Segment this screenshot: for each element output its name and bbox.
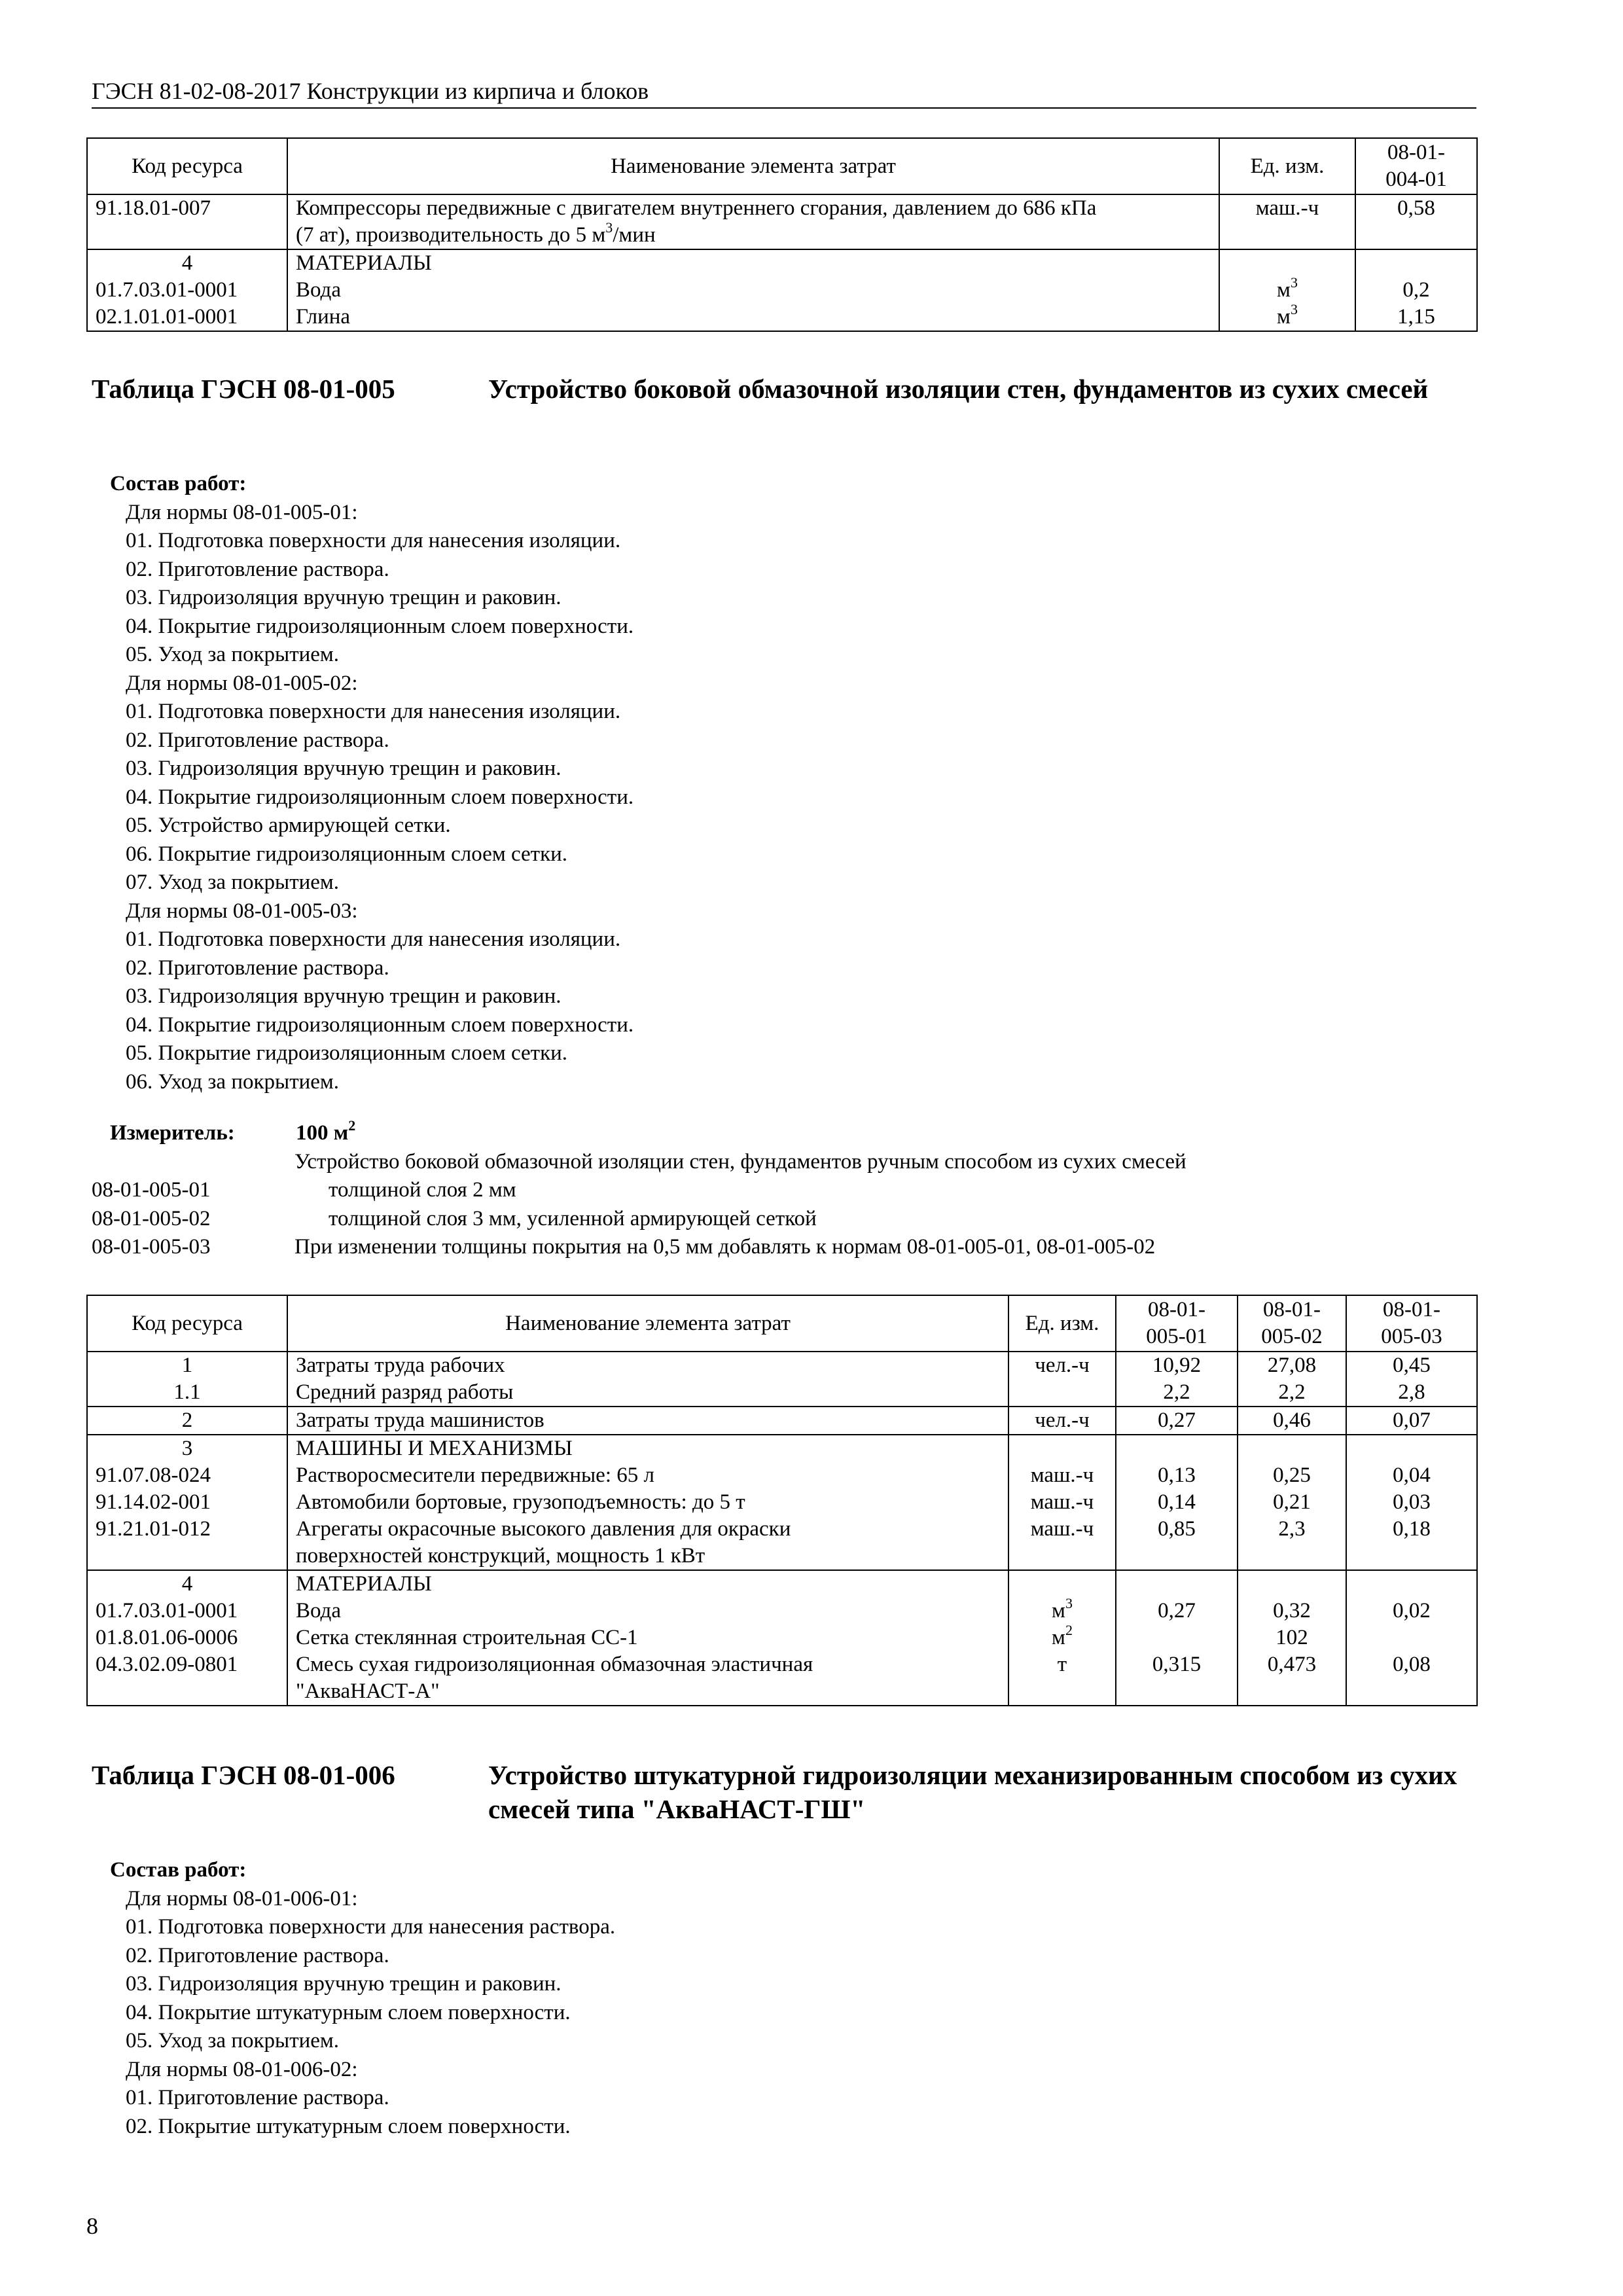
work-item: 04. Покрытие штукатурным слоем поверхности. [126, 2000, 571, 2024]
work-item: 04. Покрытие гидроизоляционным слоем поверхности. [126, 1013, 634, 1037]
table-row: 1.1 Средний разряд работы 2,2 2,2 2,8 [87, 1379, 1477, 1407]
work-item: 05. Устройство армирующей сетки. [126, 814, 451, 837]
work-item: 02. Приготовление раствора. [126, 956, 389, 980]
work-item: Для нормы 08-01-005-03: [126, 899, 358, 923]
table-label: Таблица ГЭСН 08-01-006 [92, 1760, 395, 1790]
table-row: 3 МАШИНЫ И МЕХАНИЗМЫ [87, 1435, 1477, 1462]
table-row: 02.1.01.01-0001 Глина $м^3$ 1,15 [87, 304, 1477, 331]
section-heading-006 [92, 1758, 1544, 1830]
work-item: Для нормы 08-01-005-02: [126, 671, 358, 695]
table-title: Устройство штукатурной гидроизоляции механизированным способом из сухих смесей типа "АкваНАСТ-ГШ" [488, 1760, 1457, 1824]
measure-value: 100 $м^2$ [296, 1117, 356, 1145]
table-row: 4 МАТЕРИАЛЫ [87, 1570, 1477, 1598]
table-row: 1 Затраты труда рабочих чел.-ч 10,92 27,08 0,45 [87, 1352, 1477, 1379]
measure-block-005 [92, 1119, 1466, 1262]
works-composition-005 [110, 470, 633, 1096]
col-code-header: Код ресурса [87, 138, 287, 194]
col-unit-header: Ед. изм. [1219, 138, 1355, 194]
table-row: 01.8.01.06-0006 Сетка стеклянная строительная СС-1 $м^2$ 102 [87, 1624, 1477, 1651]
table-row: 4 МАТЕРИАЛЫ [87, 249, 1477, 277]
table-row: 01.7.03.01-0001 Вода $м^3$ 0,27 0,32 0,02 [87, 1598, 1477, 1624]
work-item: 01. Приготовление раствора. [126, 2086, 389, 2109]
works-title: Состав работ: [110, 472, 247, 495]
work-item: 06. Уход за покрытием. [126, 1069, 340, 1094]
resource-table-004 [86, 137, 1478, 332]
works-list [110, 499, 633, 1097]
table-row: 91.18.01-007 Компрессоры передвижные с двигателем внутреннего сгорания, давлением до 686 кПа (7 ат), производительность до 5 $м^3$/мин маш.-ч 0,58 [87, 194, 1477, 249]
col-name-header: Наименование элемента затрат [287, 138, 1219, 194]
work-item: 03. Гидроизоляция вручную трещин и раковин. [126, 586, 562, 609]
works-list [110, 1885, 615, 2142]
resource-table-005 [86, 1295, 1478, 1706]
work-item: Для нормы 08-01-006-01: [126, 1886, 358, 1910]
work-item: 04. Покрытие гидроизоляционным слоем поверхности. [126, 785, 634, 809]
col-norm-header: 08-01- 004-01 [1355, 138, 1477, 194]
work-item: 03. Гидроизоляция вручную трещин и раковин. [126, 1972, 562, 1996]
work-item: 05. Уход за покрытием. [126, 643, 340, 666]
work-item: Для нормы 08-01-005-01: [126, 500, 358, 524]
work-item: 02. Приготовление раствора. [126, 728, 389, 752]
table-label: Таблица ГЭСН 08-01-005 [92, 374, 395, 404]
work-item: 01. Подготовка поверхности для нанесения изоляции. [126, 700, 621, 723]
norm-line: 08-01-005-02 толщиной слоя 3 мм, усиленной армирующей сеткой [92, 1206, 817, 1230]
work-item: 03. Гидроизоляция вручную трещин и раковин. [126, 984, 562, 1008]
table-header-row: Код ресурса Наименование элемента затрат Ед. изм. 08-01- 005-01 08-01- 005-02 08-01- 005-03 [87, 1295, 1477, 1352]
norm-line: 08-01-005-03 При изменении толщины покрытия на 0,5 мм добавлять к нормам 08-01-005-01, 08-01-005-02 [92, 1235, 1156, 1259]
work-item: 05. Покрытие гидроизоляционным слоем сетки. [126, 1041, 568, 1065]
work-item: 03. Гидроизоляция вручную трещин и раковин. [126, 757, 562, 780]
norm-line: 08-01-005-01 толщиной слоя 2 мм [92, 1178, 516, 1202]
table-row: 01.7.03.01-0001 Вода $м^3$ 0,2 [87, 277, 1477, 304]
table-header-row [87, 138, 1477, 194]
work-item: 02. Приготовление раствора. [126, 1943, 389, 1967]
page-number: 8 [86, 2213, 98, 2239]
table-title: Устройство боковой обмазочной изоляции стен, фундаментов из сухих смесей [488, 374, 1429, 404]
work-item: 01. Подготовка поверхности для нанесения раствора. [126, 1915, 616, 1939]
work-item: 05. Уход за покрытием. [126, 2029, 340, 2053]
work-item: 02. Покрытие штукатурным слоем поверхности. [126, 2114, 571, 2138]
work-item: 07. Уход за покрытием. [126, 870, 340, 894]
table-row: 2 Затраты труда машинистов чел.-ч 0,27 0,46 0,07 [87, 1407, 1477, 1435]
table-row: 91.07.08-024 Растворосмесители передвижные: 65 л маш.-ч 0,13 0,25 0,04 [87, 1462, 1477, 1489]
running-header: ГЭСН 81-02-08-2017 Конструкции из кирпича и блоков [92, 77, 1476, 109]
table-row: 04.3.02.09-0801 Смесь сухая гидроизоляционная обмазочная эластичная "АкваНАСТ-А" т 0,315 0,473 0,08 [87, 1651, 1477, 1706]
measure-description: Устройство боковой обмазочной изоляции стен, фундаментов ручным способом из сухих смесей [294, 1149, 1186, 1174]
works-title: Состав работ: [110, 1858, 247, 1882]
section-heading-005 [92, 372, 1544, 444]
works-composition-006 [110, 1856, 615, 2141]
work-item: 01. Подготовка поверхности для нанесения изоляции. [126, 927, 621, 951]
work-item: 04. Покрытие гидроизоляционным слоем поверхности. [126, 614, 634, 638]
table-row: 91.14.02-001 Автомобили бортовые, грузоподъемность: до 5 т маш.-ч 0,14 0,21 0,03 [87, 1489, 1477, 1516]
work-item: 06. Покрытие гидроизоляционным слоем сетки. [126, 842, 568, 866]
table-row: 91.21.01-012 Агрегаты окрасочные высокого давления для окраски поверхностей конструкций, мощность 1 кВт маш.-ч 0,85 2,3 0,18 [87, 1516, 1477, 1570]
measure-label: Измеритель: [110, 1121, 235, 1145]
work-item: 01. Подготовка поверхности для нанесения изоляции. [126, 529, 621, 552]
work-item: 02. Приготовление раствора. [126, 557, 389, 581]
work-item: Для нормы 08-01-006-02: [126, 2057, 358, 2081]
